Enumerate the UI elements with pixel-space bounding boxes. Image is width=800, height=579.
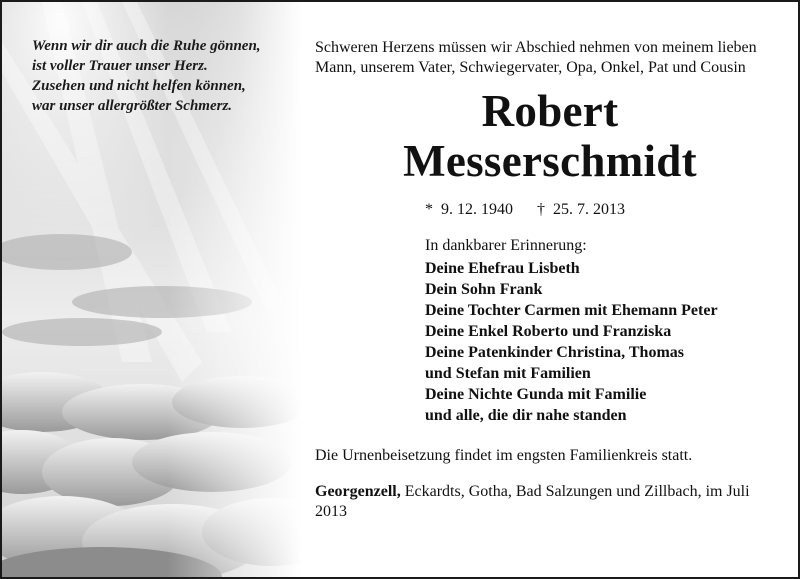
deceased-name: [315, 86, 785, 186]
sky-clouds-image: [2, 2, 302, 577]
poem: [32, 36, 294, 116]
place-and-date: [315, 482, 765, 522]
mourner-item: Dein Sohn Frank: [425, 281, 543, 298]
mourners-heading: In dankbarer Erinnerung:: [425, 237, 587, 254]
mourner-item: Deine Patenkinder Christina, Thomas: [425, 344, 684, 361]
poem-line: Wenn wir dir auch die Ruhe gönnen,: [32, 38, 261, 54]
mourner-item: und Stefan mit Familien: [425, 365, 591, 382]
mourners-list: [425, 258, 785, 426]
birth-date: * 9. 12. 1940: [425, 201, 513, 218]
intro-text: Schweren Herzens müssen wir Abschied nehmen von meinem lieben Mann, unserem Vater, Schwiegervater, Opa, Onkel, Pat und Cousin: [315, 39, 757, 76]
mourner-item: Deine Nichte Gunda mit Familie: [425, 386, 647, 403]
mourner-item: Deine Tochter Carmen mit Ehemann Peter: [425, 302, 718, 319]
mourner-item: und alle, die dir nahe standen: [425, 407, 627, 424]
deceased-first-name: Robert: [481, 86, 619, 136]
mourners-section: [315, 236, 785, 426]
poem-line: ist voller Trauer unser Herz.: [32, 58, 208, 74]
poem-line: war unser allergrößter Schmerz.: [32, 98, 233, 114]
urn-notice: Die Urnenbeisetzung findet im engsten Familienkreis statt.: [315, 447, 693, 464]
place-rest: Eckardts, Gotha, Bad Salzungen und Zillbach, im Juli 2013: [315, 483, 750, 520]
place-town: Georgenzell,: [315, 483, 401, 500]
mourner-item: Deine Ehefrau Lisbeth: [425, 260, 580, 277]
deceased-last-name: Messerschmidt: [403, 136, 697, 186]
poem-line: Zusehen und nicht helfen können,: [32, 78, 246, 94]
mourner-item: Deine Enkel Roberto und Franziska: [425, 323, 672, 340]
life-dates: [315, 200, 785, 220]
obituary-content: [315, 38, 785, 522]
death-date: † 25. 7. 2013: [537, 201, 625, 218]
